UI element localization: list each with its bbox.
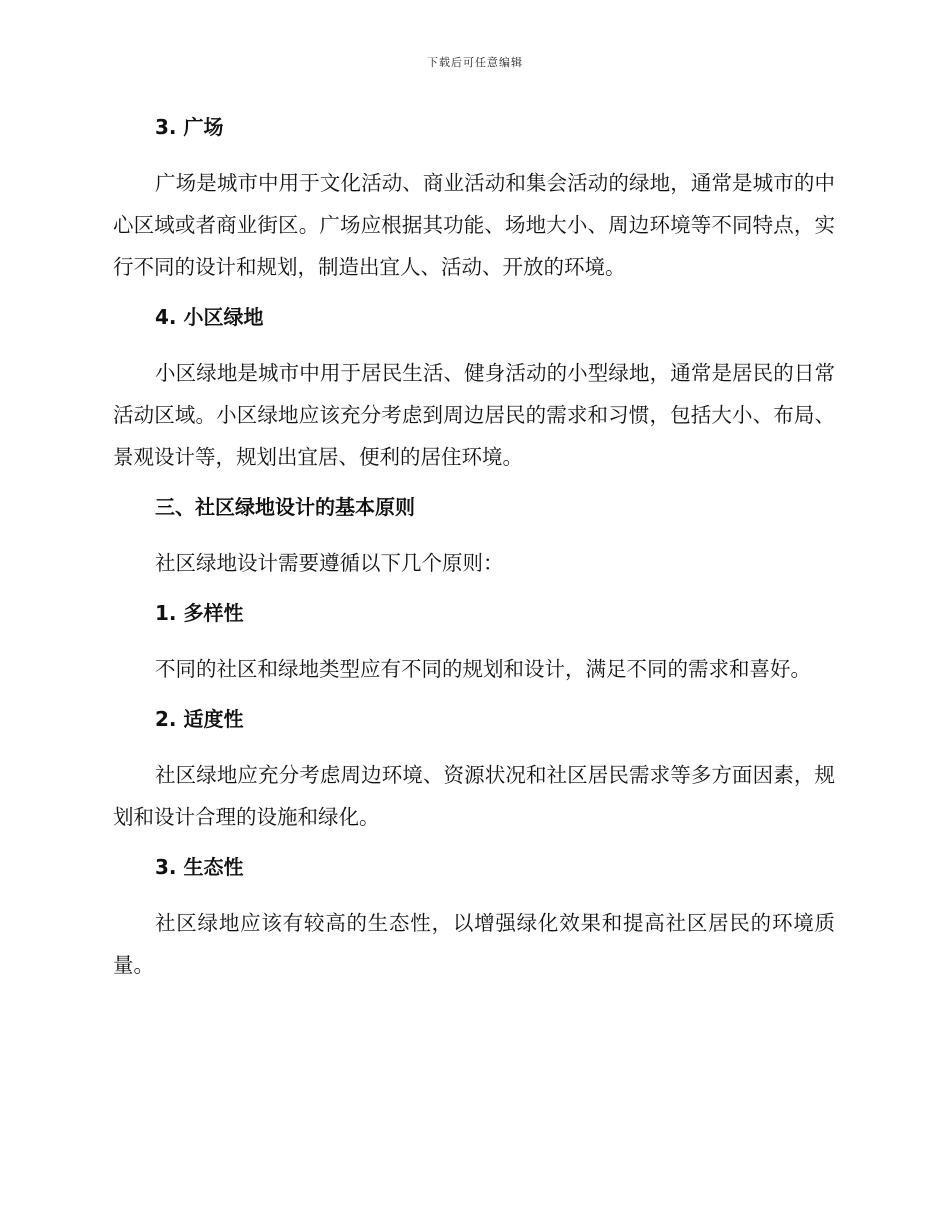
principle-heading-moderation: 2. 适度性 bbox=[155, 707, 244, 731]
paragraph-plaza: 广场是城市中用于文化活动、商业活动和集会活动的绿地，通常是城市的中心区域或者商业街区。广场应根据其功能、场地大小、周边环境等不同特点，实行不同的设计和规划，制造出宜人、活动、开放的环境。 bbox=[113, 171, 835, 279]
paragraph-moderation: 社区绿地应充分考虑周边环境、资源状况和社区居民需求等多方面因素，规划和设计合理的设施和绿化。 bbox=[113, 763, 835, 829]
paragraph-ecology: 社区绿地应该有较高的生态性，以增强绿化效果和提高社区居民的环境质量。 bbox=[113, 911, 835, 977]
page-header-note: 下载后可任意编辑 bbox=[427, 56, 523, 69]
document-body bbox=[113, 112, 835, 1000]
section-heading-design-principles: 三、社区绿地设计的基本原则 bbox=[155, 495, 415, 519]
section-heading-plaza: 3. 广场 bbox=[155, 115, 224, 139]
principle-heading-diversity: 1. 多样性 bbox=[155, 601, 244, 625]
paragraph-principles-intro: 社区绿地设计需要遵循以下几个原则： bbox=[155, 551, 504, 575]
section-heading-residential-green: 4. 小区绿地 bbox=[155, 305, 264, 329]
principle-heading-ecology: 3. 生态性 bbox=[155, 855, 244, 879]
paragraph-residential-green: 小区绿地是城市中用于居民生活、健身活动的小型绿地，通常是居民的日常活动区域。小区绿地应该充分考虑到周边居民的需求和习惯，包括大小、布局、景观设计等，规划出宜居、便利的居住环境。 bbox=[113, 361, 835, 469]
paragraph-diversity: 不同的社区和绿地类型应有不同的规划和设计，满足不同的需求和喜好。 bbox=[155, 657, 811, 681]
